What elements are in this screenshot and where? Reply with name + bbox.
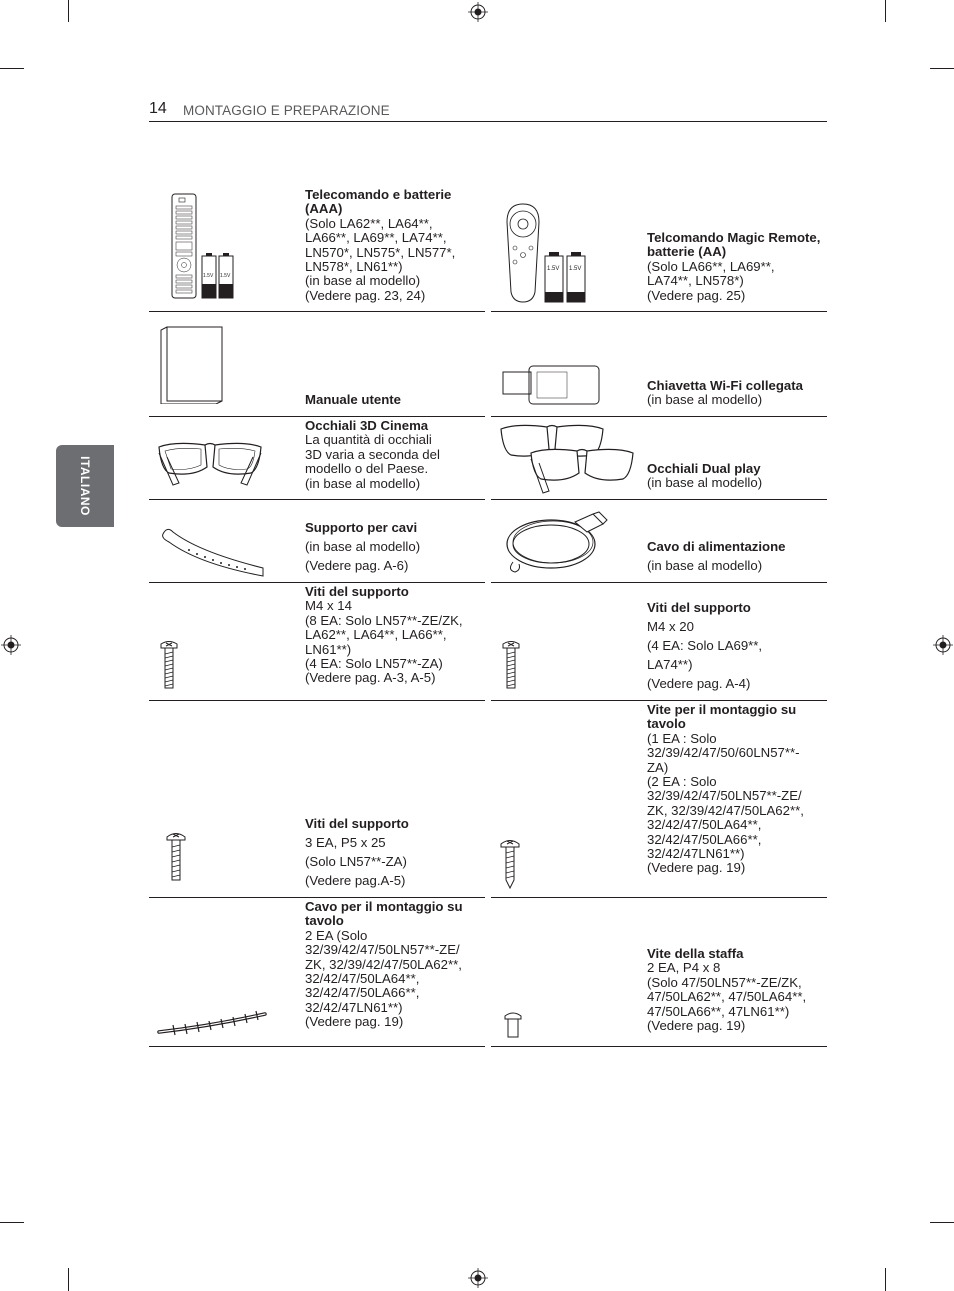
item-description: Viti del supporto 3 EA, P5 x 25 (Solo LN57**-ZA) (Vedere pag.A-5) — [305, 817, 483, 888]
item-title: Vite della staffa — [647, 946, 744, 961]
battery-label: 1.5V — [220, 273, 231, 279]
accessory-bracket-screw — [491, 898, 827, 1047]
item-description — [305, 393, 483, 407]
screw-icon — [165, 831, 187, 883]
item-description: Occhiali Dual play (in base al modello) — [647, 462, 825, 491]
accessory-remote — [149, 186, 485, 312]
screw-icon — [501, 640, 521, 692]
row-divider — [149, 1046, 485, 1047]
3d-glasses-icon — [155, 439, 267, 489]
item-description: Cavo per il montaggio su tavolo 2 EA (Solo 32/39/42/47/50LN57**-ZE/ ZK, 32/39/42/47/50LA62**, 32/42/47/50LA64**, 32/42/47/50LA66**, 32/42/47LN61**) (Vedere pag. 19) — [305, 900, 483, 1030]
item-title: Viti del supporto — [647, 600, 751, 615]
item-description: Telecomando e batterie (AAA) (Solo LA62**, LA64**, LA66**, LA69**, LA74**, LN570*, LN575*, LN577*, LN578*, LN61**) (in base al modello) (Vedere pag. 23, 24) — [305, 188, 483, 303]
dual-play-glasses-icon — [497, 421, 637, 497]
item-description: Vite per il montaggio su tavolo (1 EA : Solo 32/39/42/47/50/60LN57**- ZA) (2 EA : Solo 32/39/42/47/50LN57**-ZE/ ZK, 32/39/42/47/50LA62**, 32/42/47/50LA64**, 32/42/47/50LA66**, 32/42/47LN61**) (Vedere pag. 19) — [647, 703, 825, 876]
accessory-power-cord — [491, 500, 827, 583]
accessory-table-mount-cable — [149, 898, 485, 1047]
bracket-screw-icon — [503, 1010, 523, 1040]
item-title: Telecomando e batterie (AAA) — [305, 187, 452, 217]
item-description: Chiavetta Wi-Fi collegata (in base al modello) — [647, 379, 825, 408]
crop-mark — [68, 1268, 69, 1291]
item-title: Occhiali 3D Cinema — [305, 418, 429, 433]
crop-mark — [930, 1222, 954, 1223]
accessory-magic-remote — [491, 186, 827, 312]
table-mount-cable-icon — [155, 1008, 267, 1040]
crop-mark — [885, 0, 886, 22]
crop-mark — [68, 0, 69, 22]
item-title: Viti del supporto — [305, 584, 409, 599]
language-tab — [56, 445, 114, 527]
crop-mark — [930, 68, 954, 69]
battery-label: 1.5V — [569, 266, 582, 272]
crop-mark — [0, 68, 24, 69]
header-rule — [149, 121, 827, 122]
language-tab-label: ITALIANO — [78, 456, 92, 516]
magic-remote-icon — [501, 200, 601, 304]
accessory-wifi-dongle — [491, 312, 827, 417]
item-title: Telcomando Magic Remote, batterie (AA) — [647, 230, 821, 260]
crop-mark — [885, 1268, 886, 1291]
item-title: Supporto per cavi — [305, 520, 418, 535]
crop-mark — [0, 1222, 24, 1223]
accessory-table-mount-screw — [491, 701, 827, 898]
battery-label: 1.5V — [203, 273, 214, 279]
item-description: Supporto per cavi (in base al modello) (Vedere pag. A-6) — [305, 521, 483, 573]
item-description: Viti del supporto M4 x 14 (8 EA: Solo LN57**-ZE/ZK, LA62**, LA64**, LA66**, LN61**) (4 EA: Solo LN57**-ZA) (Vedere pag. A-3, A-5) — [305, 585, 483, 686]
accessory-manual — [149, 312, 485, 417]
accessory-3d-glasses — [149, 417, 485, 500]
item-title: Vite per il montaggio su tavolo — [647, 702, 797, 732]
item-description: Vite della staffa 2 EA, P4 x 8 (Solo 47/50LN57**-ZE/ZK, 47/50LA62**, 47/50LA64**, 47/50LA66**, 47LN61**) (Vedere pag. 19) — [647, 947, 825, 1033]
item-description: Viti del supporto M4 x 20 (4 EA: Solo LA69**, LA74**) (Vedere pag. A-4) — [647, 601, 825, 691]
registration-mark-icon — [468, 1268, 488, 1288]
battery-label: 1.5V — [547, 266, 560, 272]
accessory-cable-holder — [149, 500, 485, 583]
item-title: Cavo di alimentazione — [647, 539, 786, 554]
power-cord-icon — [503, 510, 615, 576]
item-title: Viti del supporto — [305, 816, 409, 831]
cable-holder-icon — [159, 524, 269, 578]
registration-mark-icon — [468, 2, 488, 22]
section-title: MONTAGGIO E PREPARAZIONE — [183, 103, 390, 118]
page-number: 14 — [149, 100, 167, 117]
accessory-stand-screws-p5x25 — [149, 701, 485, 898]
screw-icon — [159, 640, 179, 692]
accessory-stand-screws-m4x14 — [149, 583, 485, 701]
manual-icon — [157, 324, 227, 404]
item-description: Occhiali 3D Cinema La quantità di occhiali 3D varia a seconda del modello o del Paese. (in base al modello) — [305, 419, 483, 491]
item-title: Chiavetta Wi-Fi collegata — [647, 378, 803, 393]
registration-mark-icon — [933, 635, 953, 655]
wifi-dongle-icon — [499, 362, 603, 406]
row-divider — [491, 1046, 827, 1047]
item-title: Occhiali Dual play — [647, 461, 761, 476]
accessory-stand-screws-m4x20 — [491, 583, 827, 701]
remote-control-icon — [169, 192, 264, 302]
screw-icon — [499, 838, 521, 890]
registration-mark-icon — [1, 635, 21, 655]
item-title: Cavo per il montaggio su tavolo — [305, 899, 463, 929]
item-title: Manuale utente — [305, 392, 401, 407]
item-description: Telcomando Magic Remote, batterie (AA) (Solo LA66**, LA69**, LA74**, LN578*) (Vedere pag. 25) — [647, 231, 825, 303]
item-description: Cavo di alimentazione (in base al modello) — [647, 540, 825, 573]
accessory-dual-play-glasses — [491, 417, 827, 500]
